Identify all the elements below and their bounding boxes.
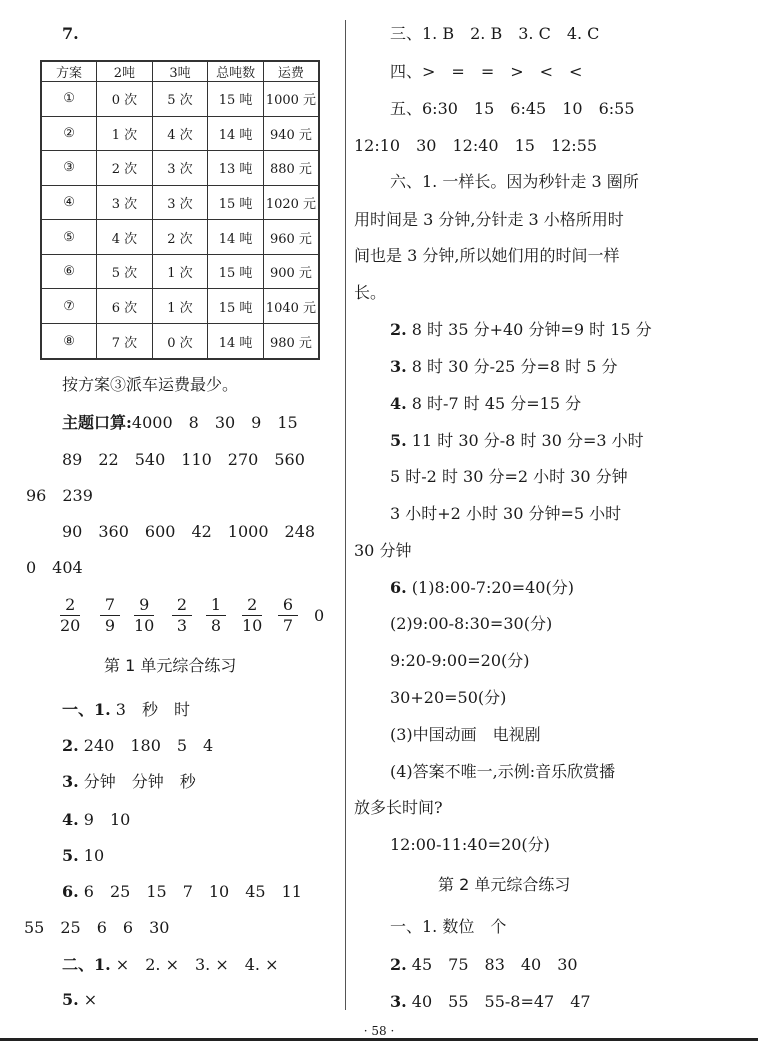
table-cell: 6 次 — [97, 289, 153, 324]
table-cell: 0 次 — [97, 82, 153, 117]
item-number: 2. — [390, 955, 407, 974]
fraction — [100, 596, 120, 635]
denominator: 7 — [282, 616, 294, 635]
answer-line — [62, 846, 104, 866]
table-header: 3吨 — [152, 61, 208, 82]
table-row — [41, 116, 319, 151]
column-divider — [345, 20, 346, 1010]
table-row — [41, 220, 319, 255]
item-number: 6. — [390, 578, 407, 597]
answer-line — [62, 810, 130, 830]
item-number: 3. — [390, 357, 407, 376]
answer-line — [390, 955, 578, 975]
answer-line: 六、1. 一样长。因为秒针走 3 圈所 — [390, 172, 639, 191]
unit-1-heading: 第 1 单元综合练习 — [104, 656, 237, 675]
conclusion-text: 按方案③派车运费最少。 — [62, 375, 239, 394]
fraction-trailing-value: 0 — [314, 606, 325, 625]
item-number: 6. — [62, 882, 79, 901]
fraction — [60, 596, 80, 635]
answer-line — [390, 992, 591, 1012]
answer-line: 五、6:30 15 6:45 10 6:55 — [390, 99, 635, 118]
item-number: 5. — [390, 431, 407, 450]
denominator: 10 — [134, 616, 155, 635]
answer-line: 55 25 6 6 30 — [24, 918, 170, 937]
answer-line: 三、1. B 2. B 3. C 4. C — [390, 24, 600, 43]
answer-line: 用时间是 3 分钟,分针走 3 小格所用时 — [354, 210, 624, 229]
table-cell: 5 次 — [152, 82, 208, 117]
mental-calc-line: 0 404 — [26, 558, 83, 577]
table-row — [41, 151, 319, 186]
fraction — [172, 596, 192, 635]
table-cell: ② — [41, 116, 97, 151]
denominator: 8 — [210, 616, 222, 635]
table-cell: 14 吨 — [208, 116, 264, 151]
answer-text: 45 75 83 40 30 — [406, 955, 578, 974]
table-cell: ⑧ — [41, 324, 97, 359]
answer-text: × 2. × 3. × 4. × — [110, 955, 279, 974]
answer-line: 3 小时+2 小时 30 分钟=5 小时 — [390, 504, 622, 523]
table-cell: 980 元 — [263, 324, 319, 359]
table-cell: ④ — [41, 185, 97, 220]
answer-text: 3 秒 时 — [110, 700, 190, 719]
table-cell: 940 元 — [263, 116, 319, 151]
table-cell: 1000 元 — [263, 82, 319, 117]
table-cell: 1 次 — [97, 116, 153, 151]
table-cell: 3 次 — [152, 185, 208, 220]
table-cell: 3 次 — [97, 185, 153, 220]
item-number: 5. — [62, 990, 79, 1009]
item-number: 一、1. — [62, 700, 111, 719]
fraction — [242, 596, 262, 635]
answer-text: 240 180 5 4 — [78, 736, 214, 755]
table-cell: 1040 元 — [263, 289, 319, 324]
table-cell: ⑤ — [41, 220, 97, 255]
table-cell: 900 元 — [263, 254, 319, 289]
mental-calc-values: 4000 8 30 9 15 — [131, 413, 298, 432]
numerator: 9 — [139, 595, 150, 614]
dispatch-plan-table — [40, 60, 320, 360]
answer-text: 8 时 35 分+40 分钟=9 时 15 分 — [406, 320, 652, 339]
table-cell: 15 吨 — [208, 289, 264, 324]
bottom-rule — [0, 1038, 758, 1041]
item-number: 5. — [62, 846, 79, 865]
answer-line — [62, 990, 97, 1010]
denominator: 20 — [60, 616, 81, 635]
table-cell: 2 次 — [97, 151, 153, 186]
answer-line: 30+20=50(分) — [390, 688, 507, 707]
table-cell: 2 次 — [152, 220, 208, 255]
answer-text: 10 — [78, 846, 105, 865]
answer-text: 11 时 30 分-8 时 30 分=3 小时 — [406, 431, 644, 450]
numerator: 2 — [247, 595, 258, 614]
answer-line: 30 分钟 — [354, 541, 412, 560]
table-cell: 7 次 — [97, 324, 153, 359]
table-cell: ① — [41, 82, 97, 117]
answer-text: 8 时-7 时 45 分=15 分 — [406, 394, 582, 413]
mental-calc-line: 90 360 600 42 1000 248 — [62, 522, 316, 541]
numerator: 6 — [282, 595, 294, 614]
fraction — [278, 596, 298, 635]
unit-2-heading: 第 2 单元综合练习 — [438, 875, 571, 894]
table-cell: 15 吨 — [208, 254, 264, 289]
item-number: 4. — [62, 810, 79, 829]
answer-line: 间也是 3 分钟,所以她们用的时间一样 — [354, 246, 620, 265]
answer-line: 9:20-9:00=20(分) — [390, 651, 530, 670]
item-number: 2. — [390, 320, 407, 339]
item-number: 2. — [62, 736, 79, 755]
table-cell: 0 次 — [152, 324, 208, 359]
answer-line: (4)答案不唯一,示例:音乐欣赏播 — [390, 762, 616, 781]
answer-line — [62, 955, 279, 975]
table-cell: 960 元 — [263, 220, 319, 255]
answer-line: 放多长时间? — [354, 798, 443, 817]
numerator: 1 — [210, 595, 222, 614]
answer-line: 12:10 30 12:40 15 12:55 — [354, 136, 598, 155]
table-row — [41, 254, 319, 289]
fraction — [206, 596, 226, 635]
denominator: 9 — [104, 616, 116, 635]
table-row — [41, 324, 319, 359]
table-header: 运费 — [263, 61, 319, 82]
table-row — [41, 185, 319, 220]
answer-line — [390, 394, 581, 414]
fraction — [134, 596, 154, 635]
table-cell: 13 吨 — [208, 151, 264, 186]
mental-calc-line: 89 22 540 110 270 560 — [62, 450, 305, 469]
answer-line: 一、1. 数位 个 — [390, 917, 507, 936]
answer-text: 8 时 30 分-25 分=8 时 5 分 — [406, 357, 618, 376]
table-cell: 4 次 — [97, 220, 153, 255]
answer-line: 5 时-2 时 30 分=2 小时 30 分钟 — [390, 467, 628, 486]
table-header-row — [41, 61, 319, 82]
table-cell: 3 次 — [152, 151, 208, 186]
answer-line — [62, 882, 302, 902]
answer-line: 12:00-11:40=20(分) — [390, 835, 550, 854]
table-cell: 14 吨 — [208, 324, 264, 359]
answer-line — [62, 700, 190, 720]
numerator: 2 — [176, 595, 188, 614]
answer-text: × — [78, 990, 98, 1009]
table-cell: 4 次 — [152, 116, 208, 151]
answer-line: (3)中国动画 电视剧 — [390, 725, 541, 744]
answer-text: 6 25 15 7 10 45 11 — [78, 882, 302, 901]
answer-line — [390, 431, 644, 451]
answer-text: 分钟 分钟 秒 — [78, 772, 196, 791]
denominator: 10 — [242, 616, 263, 635]
mental-calc-line: 96 239 — [26, 486, 93, 505]
item-number: 4. — [390, 394, 407, 413]
table-row — [41, 82, 319, 117]
denominator: 3 — [176, 616, 188, 635]
table-cell: 1 次 — [152, 289, 208, 324]
item-number: 二、1. — [62, 955, 111, 974]
answer-text: 40 55 55-8=47 47 — [406, 992, 591, 1011]
mental-calc-label: 主题口算: — [62, 413, 132, 432]
answer-line: 四、> = = > < < — [390, 62, 583, 81]
table-cell: 880 元 — [263, 151, 319, 186]
table-cell: 14 吨 — [208, 220, 264, 255]
table-cell: ⑦ — [41, 289, 97, 324]
answer-line — [390, 357, 617, 377]
answer-text: (1)8:00-7:20=40(分) — [406, 578, 574, 597]
table-row — [41, 289, 319, 324]
answer-text: 9 10 — [78, 810, 131, 829]
answer-line — [390, 578, 574, 598]
answer-line: (2)9:00-8:30=30(分) — [390, 614, 553, 633]
table-cell: ⑥ — [41, 254, 97, 289]
answer-line — [62, 772, 196, 792]
question-7-label: 7. — [62, 24, 79, 43]
table-cell: 1020 元 — [263, 185, 319, 220]
table-cell: ③ — [41, 151, 97, 186]
table-cell: 5 次 — [97, 254, 153, 289]
numerator: 2 — [65, 595, 76, 614]
answer-line — [62, 736, 213, 756]
table-cell: 1 次 — [152, 254, 208, 289]
table-header: 总吨数 — [208, 61, 264, 82]
table-cell: 15 吨 — [208, 185, 264, 220]
page-number: · 58 · — [363, 1024, 395, 1038]
table-header: 2吨 — [97, 61, 153, 82]
item-number: 3. — [62, 772, 79, 791]
mental-calc-line — [62, 413, 298, 433]
answer-line: 长。 — [354, 283, 387, 302]
numerator: 7 — [104, 595, 116, 614]
table-header: 方案 — [41, 61, 97, 82]
item-number: 3. — [390, 992, 407, 1011]
answer-line — [390, 320, 652, 340]
table-cell: 15 吨 — [208, 82, 264, 117]
